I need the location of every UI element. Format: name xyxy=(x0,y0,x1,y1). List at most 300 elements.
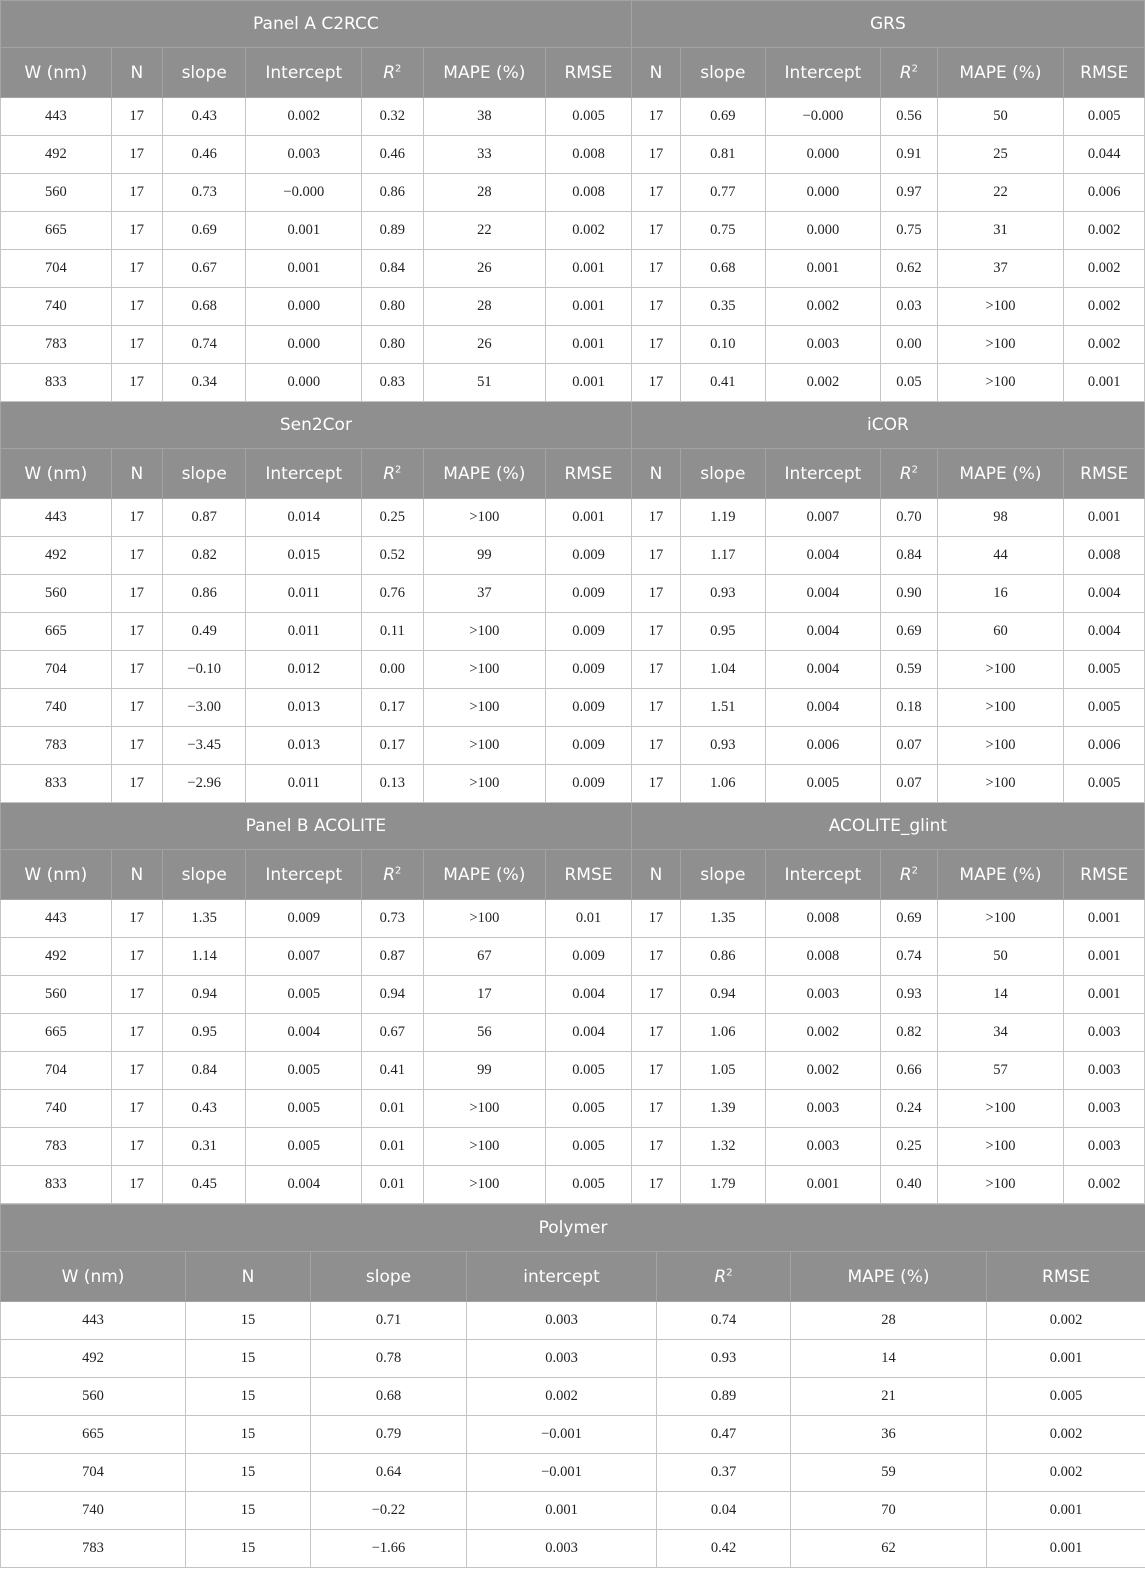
header-mape: MAPE (%) xyxy=(937,850,1064,900)
cell-rmse: 0.001 xyxy=(546,364,632,402)
cell-r2: 0.47 xyxy=(657,1416,791,1454)
cell-slope: 1.35 xyxy=(162,900,246,938)
cell-slope: 0.84 xyxy=(162,1052,246,1090)
r-squared-base: R xyxy=(899,62,912,83)
cell-mape: >100 xyxy=(423,1090,546,1128)
cell-n: 17 xyxy=(631,900,680,938)
cell-r2: 0.01 xyxy=(362,1128,423,1166)
cell-n: 17 xyxy=(631,364,680,402)
cell-mape: 14 xyxy=(791,1340,987,1378)
cell-wavelength: 740 xyxy=(1,288,112,326)
header-intercept: Intercept xyxy=(765,850,881,900)
cell-r2: 0.42 xyxy=(657,1530,791,1568)
panel-title-right: iCOR xyxy=(631,402,1144,449)
cell-wavelength: 833 xyxy=(1,364,112,402)
cell-n: 17 xyxy=(631,727,680,765)
cell-slope: 0.31 xyxy=(162,1128,246,1166)
cell-slope: 0.75 xyxy=(681,212,766,250)
cell-slope: 0.73 xyxy=(162,174,246,212)
header-mape: MAPE (%) xyxy=(937,48,1064,98)
cell-mape: 22 xyxy=(937,174,1064,212)
cell-rmse: 0.001 xyxy=(546,499,632,537)
cell-intercept: 0.001 xyxy=(246,250,362,288)
cell-n: 17 xyxy=(111,689,162,727)
cell-mape: >100 xyxy=(937,689,1064,727)
cell-r2: 0.17 xyxy=(362,689,423,727)
cell-r2: 0.17 xyxy=(362,727,423,765)
cell-rmse: 0.005 xyxy=(1064,765,1145,803)
cell-slope: 0.81 xyxy=(681,136,766,174)
cell-rmse: 0.004 xyxy=(546,1014,632,1052)
cell-intercept: 0.004 xyxy=(765,651,881,689)
cell-slope: 0.34 xyxy=(162,364,246,402)
cell-mape: >100 xyxy=(937,1166,1064,1204)
cell-mape: 26 xyxy=(423,326,546,364)
panel-title-right: ACOLITE_glint xyxy=(631,803,1144,850)
header-n: N xyxy=(111,48,162,98)
cell-r2: 0.74 xyxy=(881,938,937,976)
cell-slope: 1.51 xyxy=(681,689,766,727)
cell-mape: 59 xyxy=(791,1454,987,1492)
cell-wavelength: 492 xyxy=(1,938,112,976)
cell-slope: 0.68 xyxy=(162,288,246,326)
header-slope: slope xyxy=(681,850,766,900)
cell-mape: >100 xyxy=(937,727,1064,765)
table-row xyxy=(1,1302,1145,1340)
cell-mape: >100 xyxy=(937,1090,1064,1128)
cell-slope: 0.93 xyxy=(681,575,766,613)
cell-r2: 0.66 xyxy=(881,1052,937,1090)
r-squared-exponent: 2 xyxy=(395,463,402,475)
cell-r2: 0.69 xyxy=(881,900,937,938)
cell-mape: >100 xyxy=(937,288,1064,326)
cell-mape: 98 xyxy=(937,499,1064,537)
cell-slope: −0.10 xyxy=(162,651,246,689)
panel-title-left: Panel B ACOLITE xyxy=(1,803,632,850)
table-row xyxy=(1,1340,1145,1378)
cell-rmse: 0.009 xyxy=(546,727,632,765)
cell-intercept: 0.004 xyxy=(765,613,881,651)
header-r2 xyxy=(881,48,937,98)
cell-slope: −3.45 xyxy=(162,727,246,765)
column-header-row xyxy=(1,1252,1145,1302)
header-slope: slope xyxy=(162,449,246,499)
cell-intercept: 0.012 xyxy=(246,651,362,689)
table-row xyxy=(1,1378,1145,1416)
cell-mape: 99 xyxy=(423,537,546,575)
cell-r2: 0.24 xyxy=(881,1090,937,1128)
cell-n: 17 xyxy=(631,1090,680,1128)
cell-intercept: 0.004 xyxy=(765,689,881,727)
table-row xyxy=(1,326,1145,364)
cell-r2: 0.07 xyxy=(881,765,937,803)
cell-slope: 0.82 xyxy=(162,537,246,575)
cell-intercept: 0.005 xyxy=(246,976,362,1014)
cell-r2: 0.00 xyxy=(881,326,937,364)
cell-slope: 1.14 xyxy=(162,938,246,976)
cell-mape: 17 xyxy=(423,976,546,1014)
header-rmse: RMSE xyxy=(987,1252,1145,1302)
cell-wavelength: 704 xyxy=(1,1052,112,1090)
cell-mape: >100 xyxy=(423,727,546,765)
cell-rmse: 0.005 xyxy=(546,1090,632,1128)
header-rmse: RMSE xyxy=(546,850,632,900)
cell-n: 15 xyxy=(186,1530,311,1568)
header-rmse: RMSE xyxy=(1064,48,1145,98)
table-row xyxy=(1,938,1145,976)
cell-rmse: 0.009 xyxy=(546,537,632,575)
table-row xyxy=(1,136,1145,174)
table-row xyxy=(1,1014,1145,1052)
cell-wavelength: 665 xyxy=(1,1014,112,1052)
cell-intercept: 0.001 xyxy=(467,1492,657,1530)
cell-intercept: 0.007 xyxy=(765,499,881,537)
cell-wavelength: 492 xyxy=(1,1340,186,1378)
cell-rmse: 0.004 xyxy=(1064,575,1145,613)
cell-r2: 0.62 xyxy=(881,250,937,288)
cell-r2: 0.05 xyxy=(881,364,937,402)
cell-n: 17 xyxy=(631,136,680,174)
cell-slope: 0.95 xyxy=(162,1014,246,1052)
header-mape: MAPE (%) xyxy=(423,449,546,499)
header-intercept: intercept xyxy=(467,1252,657,1302)
cell-slope: 0.68 xyxy=(311,1378,467,1416)
cell-intercept: 0.000 xyxy=(765,174,881,212)
cell-intercept: −0.000 xyxy=(765,98,881,136)
cell-r2: 0.94 xyxy=(362,976,423,1014)
header-mape: MAPE (%) xyxy=(937,449,1064,499)
cell-mape: >100 xyxy=(423,765,546,803)
cell-slope: 0.86 xyxy=(681,938,766,976)
cell-intercept: 0.003 xyxy=(467,1302,657,1340)
cell-n: 17 xyxy=(111,136,162,174)
cell-rmse: 0.006 xyxy=(1064,727,1145,765)
cell-intercept: 0.003 xyxy=(765,1090,881,1128)
cell-slope: 0.69 xyxy=(681,98,766,136)
panel-title-row xyxy=(1,1205,1145,1252)
r-squared-base: R xyxy=(383,62,396,83)
cell-mape: 26 xyxy=(423,250,546,288)
cell-intercept: 0.001 xyxy=(246,212,362,250)
cell-n: 17 xyxy=(631,765,680,803)
cell-n: 17 xyxy=(111,900,162,938)
r-squared-exponent: 2 xyxy=(911,864,919,876)
table-row xyxy=(1,537,1145,575)
cell-wavelength: 443 xyxy=(1,900,112,938)
cell-r2: 0.80 xyxy=(362,326,423,364)
cell-rmse: 0.001 xyxy=(1064,976,1145,1014)
cell-intercept: 0.000 xyxy=(765,212,881,250)
panel-title-row xyxy=(1,803,1145,850)
cell-intercept: 0.003 xyxy=(467,1530,657,1568)
cell-mape: >100 xyxy=(937,900,1064,938)
cell-n: 17 xyxy=(631,613,680,651)
cell-intercept: 0.013 xyxy=(246,727,362,765)
table-row xyxy=(1,689,1145,727)
cell-rmse: 0.002 xyxy=(1064,250,1145,288)
cell-intercept: 0.005 xyxy=(246,1090,362,1128)
cell-wavelength: 783 xyxy=(1,1128,112,1166)
cell-mape: 37 xyxy=(423,575,546,613)
cell-rmse: 0.008 xyxy=(1064,537,1145,575)
table-row xyxy=(1,1454,1145,1492)
r-squared-exponent: 2 xyxy=(911,463,919,475)
cell-rmse: 0.005 xyxy=(546,98,632,136)
cell-r2: 0.46 xyxy=(362,136,423,174)
cell-slope: 0.67 xyxy=(162,250,246,288)
cell-r2: 0.75 xyxy=(881,212,937,250)
cell-wavelength: 665 xyxy=(1,1416,186,1454)
polymer-table xyxy=(0,1204,1145,1568)
cell-rmse: 0.044 xyxy=(1064,136,1145,174)
cell-wavelength: 740 xyxy=(1,1090,112,1128)
cell-mape: 16 xyxy=(937,575,1064,613)
cell-rmse: 0.003 xyxy=(1064,1014,1145,1052)
cell-r2: 0.93 xyxy=(657,1340,791,1378)
cell-rmse: 0.005 xyxy=(546,1052,632,1090)
cell-mape: >100 xyxy=(423,1166,546,1204)
table-row xyxy=(1,651,1145,689)
header-n: N xyxy=(186,1252,311,1302)
cell-n: 17 xyxy=(111,212,162,250)
cell-rmse: 0.008 xyxy=(546,174,632,212)
cell-mape: 37 xyxy=(937,250,1064,288)
cell-mape: 99 xyxy=(423,1052,546,1090)
r-squared-base: R xyxy=(383,864,396,885)
cell-mape: 28 xyxy=(423,174,546,212)
cell-slope: 0.86 xyxy=(162,575,246,613)
header-n: N xyxy=(111,449,162,499)
header-r2 xyxy=(362,48,423,98)
cell-n: 17 xyxy=(111,1090,162,1128)
cell-intercept: 0.003 xyxy=(765,326,881,364)
cell-n: 17 xyxy=(111,575,162,613)
cell-mape: 31 xyxy=(937,212,1064,250)
cell-rmse: 0.005 xyxy=(546,1128,632,1166)
cell-n: 17 xyxy=(111,98,162,136)
table-row xyxy=(1,976,1145,1014)
cell-rmse: 0.002 xyxy=(1064,288,1145,326)
cell-r2: 0.67 xyxy=(362,1014,423,1052)
cell-n: 17 xyxy=(631,537,680,575)
r-squared-exponent: 2 xyxy=(911,62,919,74)
cell-intercept: 0.013 xyxy=(246,689,362,727)
cell-mape: >100 xyxy=(937,651,1064,689)
cell-r2: 0.82 xyxy=(881,1014,937,1052)
table-row xyxy=(1,900,1145,938)
polymer-body xyxy=(1,1205,1145,1568)
cell-r2: 0.83 xyxy=(362,364,423,402)
cell-n: 17 xyxy=(111,537,162,575)
cell-n: 17 xyxy=(631,938,680,976)
cell-n: 15 xyxy=(186,1416,311,1454)
header-n: N xyxy=(111,850,162,900)
cell-n: 15 xyxy=(186,1378,311,1416)
cell-wavelength: 833 xyxy=(1,1166,112,1204)
cell-wavelength: 560 xyxy=(1,575,112,613)
cell-r2: 0.84 xyxy=(362,250,423,288)
r-squared-exponent: 2 xyxy=(395,62,402,74)
cell-intercept: 0.002 xyxy=(765,364,881,402)
cell-n: 17 xyxy=(111,727,162,765)
cell-r2: 0.89 xyxy=(362,212,423,250)
header-wavelength: W (nm) xyxy=(1,850,112,900)
cell-rmse: 0.009 xyxy=(546,689,632,727)
cell-slope: 0.78 xyxy=(311,1340,467,1378)
cell-intercept: 0.005 xyxy=(765,765,881,803)
cell-intercept: 0.014 xyxy=(246,499,362,537)
cell-wavelength: 560 xyxy=(1,1378,186,1416)
cell-n: 17 xyxy=(631,288,680,326)
cell-n: 17 xyxy=(631,1128,680,1166)
cell-rmse: 0.01 xyxy=(546,900,632,938)
cell-r2: 0.18 xyxy=(881,689,937,727)
cell-slope: 0.94 xyxy=(681,976,766,1014)
table-row xyxy=(1,499,1145,537)
cell-wavelength: 704 xyxy=(1,250,112,288)
table-row xyxy=(1,1492,1145,1530)
cell-mape: >100 xyxy=(423,499,546,537)
panel-title-left: Sen2Cor xyxy=(1,402,632,449)
cell-intercept: 0.004 xyxy=(246,1014,362,1052)
cell-intercept: 0.006 xyxy=(765,727,881,765)
cell-intercept: 0.007 xyxy=(246,938,362,976)
cell-rmse: 0.001 xyxy=(1064,499,1145,537)
cell-n: 17 xyxy=(631,1166,680,1204)
cell-slope: 1.06 xyxy=(681,1014,766,1052)
cell-r2: 0.56 xyxy=(881,98,937,136)
cell-r2: 0.40 xyxy=(881,1166,937,1204)
cell-n: 17 xyxy=(111,1014,162,1052)
cell-n: 17 xyxy=(631,976,680,1014)
table-row xyxy=(1,250,1145,288)
cell-slope: 0.93 xyxy=(681,727,766,765)
cell-wavelength: 740 xyxy=(1,689,112,727)
cell-slope: 0.68 xyxy=(681,250,766,288)
cell-mape: 50 xyxy=(937,938,1064,976)
cell-r2: 0.80 xyxy=(362,288,423,326)
cell-slope: −3.00 xyxy=(162,689,246,727)
cell-intercept: 0.001 xyxy=(765,250,881,288)
cell-n: 17 xyxy=(111,613,162,651)
cell-n: 17 xyxy=(111,651,162,689)
cell-mape: 36 xyxy=(791,1416,987,1454)
cell-mape: 50 xyxy=(937,98,1064,136)
cell-slope: 0.46 xyxy=(162,136,246,174)
cell-intercept: 0.002 xyxy=(765,288,881,326)
cell-r2: 0.37 xyxy=(657,1454,791,1492)
cell-rmse: 0.001 xyxy=(987,1340,1145,1378)
table-row xyxy=(1,1530,1145,1568)
cell-rmse: 0.002 xyxy=(987,1302,1145,1340)
cell-r2: 0.76 xyxy=(362,575,423,613)
header-n: N xyxy=(631,850,680,900)
header-r2 xyxy=(657,1252,791,1302)
cell-n: 17 xyxy=(111,288,162,326)
cell-r2: 0.84 xyxy=(881,537,937,575)
table-row xyxy=(1,212,1145,250)
table-row xyxy=(1,765,1145,803)
cell-rmse: 0.005 xyxy=(1064,98,1145,136)
cell-intercept: −0.001 xyxy=(467,1454,657,1492)
cell-slope: 0.71 xyxy=(311,1302,467,1340)
cell-slope: 0.35 xyxy=(681,288,766,326)
cell-n: 17 xyxy=(111,1166,162,1204)
table-row xyxy=(1,1128,1145,1166)
cell-wavelength: 783 xyxy=(1,326,112,364)
cell-n: 17 xyxy=(631,212,680,250)
cell-r2: 0.25 xyxy=(362,499,423,537)
cell-slope: −1.66 xyxy=(311,1530,467,1568)
cell-r2: 0.86 xyxy=(362,174,423,212)
header-r2 xyxy=(362,449,423,499)
cell-intercept: −0.000 xyxy=(246,174,362,212)
cell-slope: −2.96 xyxy=(162,765,246,803)
r-squared-base: R xyxy=(383,463,396,484)
cell-mape: 38 xyxy=(423,98,546,136)
cell-n: 17 xyxy=(631,250,680,288)
cell-r2: 0.74 xyxy=(657,1302,791,1340)
cell-intercept: 0.000 xyxy=(246,326,362,364)
cell-mape: 70 xyxy=(791,1492,987,1530)
cell-mape: >100 xyxy=(423,900,546,938)
cell-n: 17 xyxy=(111,976,162,1014)
table-row xyxy=(1,575,1145,613)
cell-intercept: 0.000 xyxy=(765,136,881,174)
header-slope: slope xyxy=(681,449,766,499)
cell-slope: 1.06 xyxy=(681,765,766,803)
header-rmse: RMSE xyxy=(546,48,632,98)
header-intercept: Intercept xyxy=(246,850,362,900)
cell-mape: >100 xyxy=(937,1128,1064,1166)
header-mape: MAPE (%) xyxy=(791,1252,987,1302)
cell-r2: 0.01 xyxy=(362,1090,423,1128)
cell-intercept: −0.001 xyxy=(467,1416,657,1454)
cell-slope: 0.43 xyxy=(162,1090,246,1128)
header-wavelength: W (nm) xyxy=(1,449,112,499)
cell-slope: 0.41 xyxy=(681,364,766,402)
table-row xyxy=(1,727,1145,765)
cell-intercept: 0.011 xyxy=(246,765,362,803)
cell-wavelength: 443 xyxy=(1,499,112,537)
cell-intercept: 0.005 xyxy=(246,1128,362,1166)
cell-slope: 0.45 xyxy=(162,1166,246,1204)
cell-intercept: 0.001 xyxy=(765,1166,881,1204)
cell-intercept: 0.011 xyxy=(246,575,362,613)
cell-rmse: 0.004 xyxy=(546,976,632,1014)
cell-rmse: 0.005 xyxy=(987,1378,1145,1416)
table-row xyxy=(1,613,1145,651)
cell-n: 17 xyxy=(631,174,680,212)
cell-n: 15 xyxy=(186,1492,311,1530)
cell-mape: >100 xyxy=(423,651,546,689)
cell-rmse: 0.001 xyxy=(1064,900,1145,938)
cell-n: 17 xyxy=(111,326,162,364)
cell-intercept: 0.011 xyxy=(246,613,362,651)
cell-rmse: 0.001 xyxy=(987,1530,1145,1568)
r-squared-exponent: 2 xyxy=(395,864,402,876)
cell-rmse: 0.002 xyxy=(1064,212,1145,250)
table-row xyxy=(1,1090,1145,1128)
cell-r2: 0.41 xyxy=(362,1052,423,1090)
cell-wavelength: 704 xyxy=(1,651,112,689)
cell-rmse: 0.001 xyxy=(546,288,632,326)
cell-n: 17 xyxy=(111,1128,162,1166)
cell-slope: 0.10 xyxy=(681,326,766,364)
cell-rmse: 0.001 xyxy=(546,250,632,288)
cell-rmse: 0.009 xyxy=(546,575,632,613)
cell-n: 15 xyxy=(186,1454,311,1492)
